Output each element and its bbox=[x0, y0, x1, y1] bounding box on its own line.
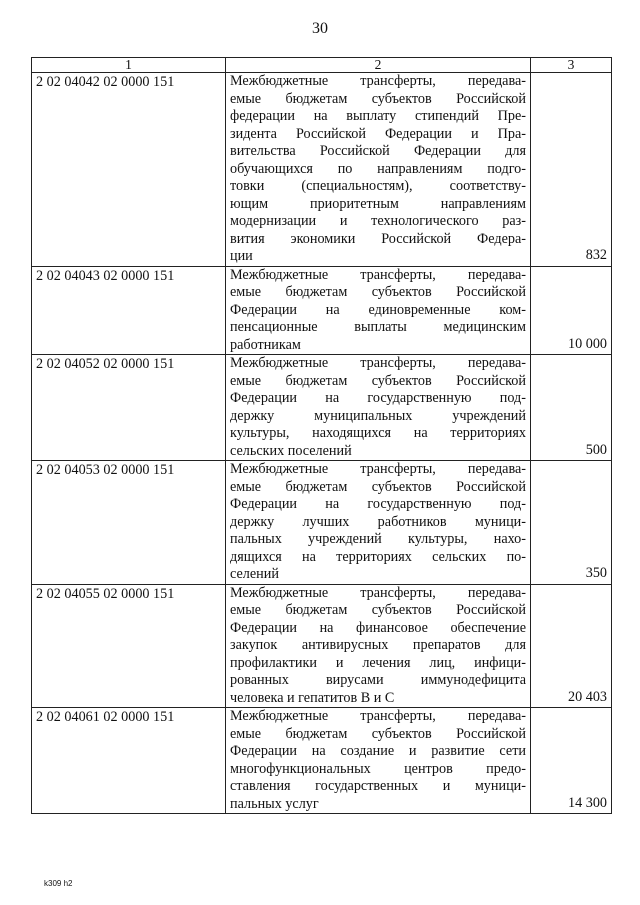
description-line: культуры, находящихся на территориях bbox=[230, 425, 526, 441]
description-line: Межбюджетные трансферты, передава- bbox=[230, 266, 526, 283]
description-cell bbox=[226, 355, 531, 461]
amount-cell: 350 bbox=[531, 461, 612, 585]
description-cell bbox=[226, 708, 531, 814]
budget-code-cell: 2 02 04042 02 0000 151 bbox=[32, 73, 226, 267]
description-cell bbox=[226, 461, 531, 585]
amount-cell: 10 000 bbox=[531, 266, 612, 355]
description-line: закупок антивирусных препаратов для bbox=[230, 637, 526, 653]
description-line: Федерации на единовременные ком- bbox=[230, 301, 526, 318]
budget-code-cell: 2 02 04052 02 0000 151 bbox=[32, 355, 226, 461]
description-line: емые бюджетам субъектов Российской bbox=[230, 478, 526, 495]
description-line: пенсационные выплаты медицинским bbox=[230, 319, 526, 335]
description-line: Федерации на государственную под- bbox=[230, 390, 526, 406]
budget-code-cell: 2 02 04061 02 0000 151 bbox=[32, 708, 226, 814]
description-line: емые бюджетам субъектов Российской bbox=[230, 725, 526, 742]
description-line: ющим приоритетным направлениям bbox=[230, 195, 526, 212]
description-line: емые бюджетам субъектов Российской bbox=[230, 602, 526, 618]
amount-cell: 500 bbox=[531, 355, 612, 461]
description-line: Межбюджетные трансферты, передава- bbox=[230, 355, 526, 371]
header-row bbox=[32, 58, 612, 73]
table-header bbox=[32, 58, 612, 73]
table-row bbox=[32, 584, 612, 708]
description-line: зидента Российской Федерации и Пра- bbox=[230, 125, 526, 142]
description-line: сельских поселений bbox=[230, 442, 352, 459]
description-line: Федерации на финансовое обеспечение bbox=[230, 619, 526, 636]
budget-code-cell: 2 02 04053 02 0000 151 bbox=[32, 461, 226, 585]
description-line: Межбюджетные трансферты, передава- bbox=[230, 708, 526, 724]
table-body bbox=[32, 73, 612, 814]
description-line: селений bbox=[230, 566, 279, 582]
column-header-1: 1 bbox=[32, 58, 226, 73]
description-line: человека и гепатитов В и С bbox=[230, 689, 395, 706]
description-line: емые бюджетам субъектов Российской bbox=[230, 284, 526, 300]
page-number: 30 bbox=[312, 20, 328, 37]
description-cell bbox=[226, 266, 531, 355]
budget-code-cell: 2 02 04043 02 0000 151 bbox=[32, 266, 226, 355]
budget-table bbox=[31, 57, 612, 814]
description-line: профилактики и лечения лиц, инфици- bbox=[230, 654, 526, 671]
description-line: работникам bbox=[230, 336, 301, 353]
description-line: вития экономики Российской Федера- bbox=[230, 230, 526, 247]
description-line: держку лучших работников муници- bbox=[230, 513, 526, 530]
budget-code-cell: 2 02 04055 02 0000 151 bbox=[32, 584, 226, 708]
description-cell bbox=[226, 584, 531, 708]
table-row bbox=[32, 355, 612, 461]
description-line: емые бюджетам субъектов Российской bbox=[230, 90, 526, 107]
description-line: товки (специальностям), соответству- bbox=[230, 178, 526, 194]
description-line: емые бюджетам субъектов Российской bbox=[230, 372, 526, 389]
table-row bbox=[32, 708, 612, 814]
column-header-3: 3 bbox=[531, 58, 612, 73]
description-line: ставления государственных и муници- bbox=[230, 778, 526, 794]
description-line: Межбюджетные трансферты, передава- bbox=[230, 584, 526, 601]
description-line: обучающихся по направлениям подго- bbox=[230, 160, 526, 177]
description-line: держку муниципальных учреждений bbox=[230, 407, 526, 424]
column-header-2: 2 bbox=[226, 58, 531, 73]
amount-cell: 14 300 bbox=[531, 708, 612, 814]
amount-cell: 20 403 bbox=[531, 584, 612, 708]
description-line: дящихся на территориях сельских по- bbox=[230, 548, 526, 565]
footer-mark: k309 h2 bbox=[44, 879, 73, 888]
description-line: Межбюджетные трансферты, передава- bbox=[230, 461, 526, 477]
description-line: модернизации и технологического раз- bbox=[230, 213, 526, 229]
description-line: Федерации на создание и развитие сети bbox=[230, 743, 526, 759]
description-line: пальных учреждений культуры, нахо- bbox=[230, 531, 526, 547]
table-row bbox=[32, 73, 612, 267]
description-line: пальных услуг bbox=[230, 795, 319, 812]
description-cell bbox=[226, 73, 531, 267]
table-row bbox=[32, 266, 612, 355]
amount-cell: 832 bbox=[531, 73, 612, 267]
description-line: Федерации на государственную под- bbox=[230, 496, 526, 512]
description-line: рованных вирусами иммунодефицита bbox=[230, 672, 526, 688]
description-line: федерации на выплату стипендий Пре- bbox=[230, 108, 526, 124]
description-line: ции bbox=[230, 248, 253, 264]
table-row bbox=[32, 461, 612, 585]
description-line: вительства Российской Федерации для bbox=[230, 143, 526, 159]
description-line: многофункциональных центров предо- bbox=[230, 760, 526, 777]
description-line: Межбюджетные трансферты, передава- bbox=[230, 73, 526, 89]
